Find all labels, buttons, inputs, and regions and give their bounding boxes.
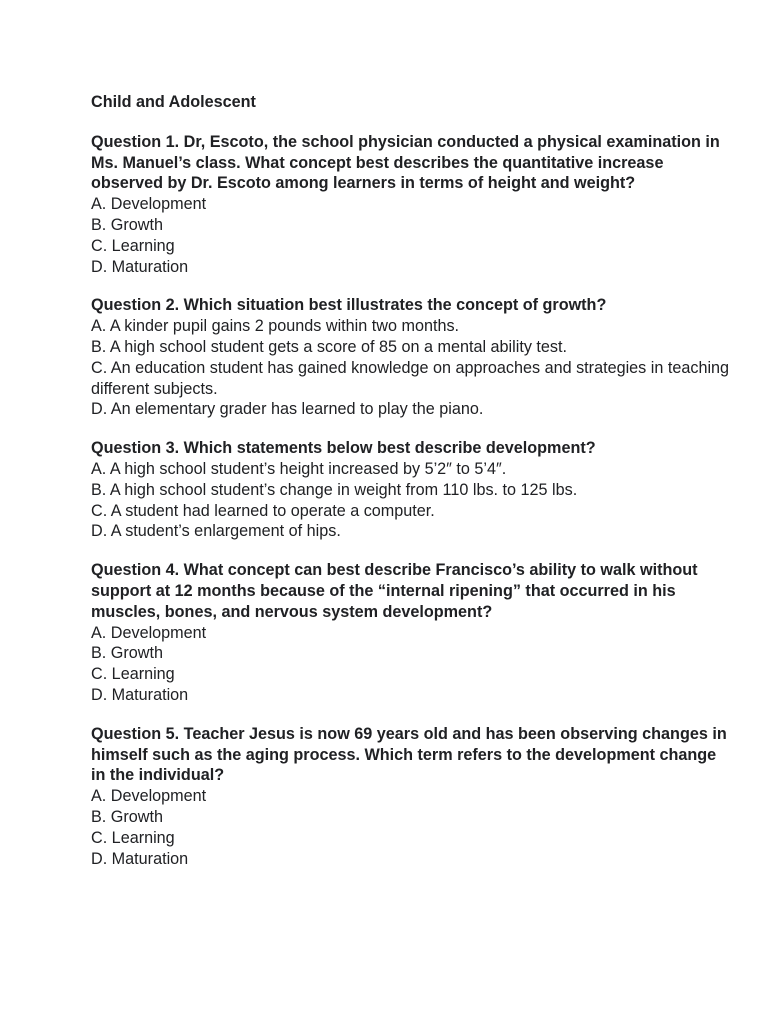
answer-option: C. Learning — [91, 236, 175, 255]
question-text: Question 5. Teacher Jesus is now 69 years old and has been observing changes in himself such as the aging process. Which term refers to the development change in the individual? — [91, 724, 727, 785]
answer-option: D. Maturation — [91, 849, 189, 868]
answer-option: B. A high school student gets a score of 85 on a mental ability test. — [91, 337, 568, 356]
question-text: Question 4. What concept can best describe Francisco’s ability to walk without support at 12 months because of the “internal ripening” that occurred in his muscles, bones, and nervous system development? — [91, 561, 698, 621]
answer-option: A. Development — [91, 623, 207, 642]
question-block — [91, 560, 731, 706]
question-block — [91, 132, 731, 278]
answer-options — [91, 623, 731, 706]
answer-option: D. Maturation — [91, 685, 189, 704]
answer-option: D. An elementary grader has learned to play the piano. — [91, 400, 484, 419]
answer-option: A. A kinder pupil gains 2 pounds within two months. — [91, 317, 460, 336]
question-text: Question 3. Which statements below best describe development? — [91, 439, 596, 458]
answer-option: A. Development — [91, 787, 207, 806]
question-list — [91, 132, 731, 870]
answer-options — [91, 459, 731, 542]
question-block — [91, 724, 731, 870]
answer-option: A. Development — [91, 195, 207, 214]
answer-option: B. Growth — [91, 215, 163, 234]
answer-option: C. An education student has gained knowledge on approaches and strategies in teaching different subjects. — [91, 358, 730, 398]
document-title: Child and Adolescent — [91, 93, 256, 111]
answer-option: B. Growth — [91, 644, 163, 663]
answer-option: B. A high school student’s change in weight from 110 lbs. to 125 lbs. — [91, 480, 578, 499]
answer-option: C. Learning — [91, 665, 175, 684]
answer-option: B. Growth — [91, 807, 163, 826]
answer-option: C. A student had learned to operate a computer. — [91, 501, 435, 520]
document-page — [91, 92, 731, 887]
answer-option: D. Maturation — [91, 257, 189, 276]
question-block — [91, 295, 731, 420]
answer-option: A. A high school student’s height increased by 5’2″ to 5’4″. — [91, 459, 507, 478]
answer-option: D. A student’s enlargement of hips. — [91, 522, 341, 541]
answer-options — [91, 786, 731, 869]
answer-options — [91, 316, 731, 420]
answer-options — [91, 194, 731, 277]
answer-option: C. Learning — [91, 828, 175, 847]
question-text: Question 2. Which situation best illustrates the concept of growth? — [91, 296, 607, 315]
question-block — [91, 438, 731, 542]
question-text: Question 1. Dr, Escoto, the school physician conducted a physical examination in Ms. Manuel’s class. What concept best describes the quantitative increase observed by Dr. Escoto among learners in terms of height and weight? — [91, 132, 720, 193]
